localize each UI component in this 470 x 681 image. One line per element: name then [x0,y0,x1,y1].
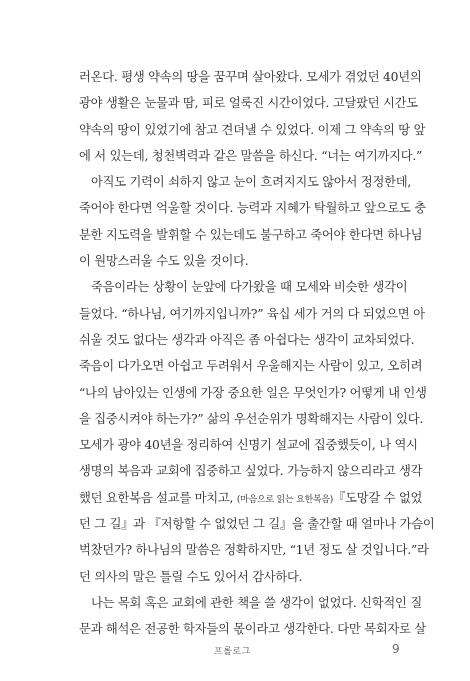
text-line: “나의 남아있는 인생에 가장 중요한 일은 무엇인가? 어떻게 내 인생 [79,385,427,400]
running-head: 프롤로그 [214,647,251,657]
text-line: 분한 지도력을 발휘할 수 있는데도 불구하고 죽어야 한다면 하나님 [79,227,423,242]
text-line: 들었다. “하나님, 여기까지입니까?” 육십 세가 거의 다 되었으면 아 [79,306,425,321]
body-text [79,64,435,643]
book-subtitle-note: (마음으로 읽는 요한복음) [236,494,334,505]
text-line: 던 의사의 말은 틀릴 수도 있어서 감사하다. [79,569,303,584]
text-line: 러온다. 평생 약속의 땅을 꿈꾸며 살아왔다. 모세가 겪었던 40년의 [79,70,422,84]
text-line: 모세가 광야 40년을 정리하여 신명기 설교에 집중했듯이, 나 역시 [79,438,418,453]
text-line: 죽어야 한다면 억울할 것이다. 능력과 지혜가 탁월하고 앞으로도 충 [79,201,426,216]
text-line: 에 서 있는데, 청천벽력과 같은 말씀을 하신다. “너는 여기까지다.” [79,148,423,163]
text-line: 생명의 복음과 교회에 집중하고 싶었다. 가능하지 않으리라고 생각 [79,464,423,479]
text-line: 광야 생활은 눈물과 땀, 피로 얼룩진 시간이었다. 고달팠던 시간도 [79,96,418,111]
text-fragment: 했던 요한복음 설교를 마치고, [79,490,234,505]
page-footer [0,644,470,664]
text-line: 이 원망스러울 수도 있을 것이다. [79,254,249,269]
paragraph-start-line: 나는 목회 혹은 교회에 관한 책을 쓸 생각이 없었다. 신학적인 질 [91,595,422,610]
text-line: 을 집중시켜야 하는가?” 삶의 우선순위가 명확해지는 사람이 있다. [79,411,423,426]
paragraph-start-line: 죽음이라는 상황이 눈앞에 다가왔을 때 모세와 비슷한 생각이 [91,280,408,295]
text-line: 죽음이 다가오면 아쉽고 두려워서 우울해지는 사람이 있고, 오히려 [79,359,423,374]
paragraph-start-line: 아직도 기력이 쇠하지 않고 눈이 흐려지지도 않아서 정정한데, [91,175,411,190]
page-number: 9 [392,642,400,656]
text-line: 벅찼던가? 하나님의 말씀은 정확하지만, “1년 정도 살 것입니다.”라 [79,543,429,558]
text-line: 던 그 길』과 『저항할 수 없었던 그 길』을 출간할 때 얼마나 가슴이 [79,517,435,532]
text-line: 쉬울 것도 없다는 생각과 아직은 좀 아쉽다는 생각이 교차되었다. [79,332,415,347]
text-fragment: 『도망갈 수 없었 [333,490,423,505]
text-line: 문과 해석은 전공한 학자들의 몫이라고 생각한다. 다만 목회자로 살 [79,622,426,637]
text-line: 약속의 땅이 있었기에 참고 견뎌낼 수 있었다. 이제 그 약속의 땅 앞 [79,122,426,137]
mixed-size-line [79,485,423,511]
